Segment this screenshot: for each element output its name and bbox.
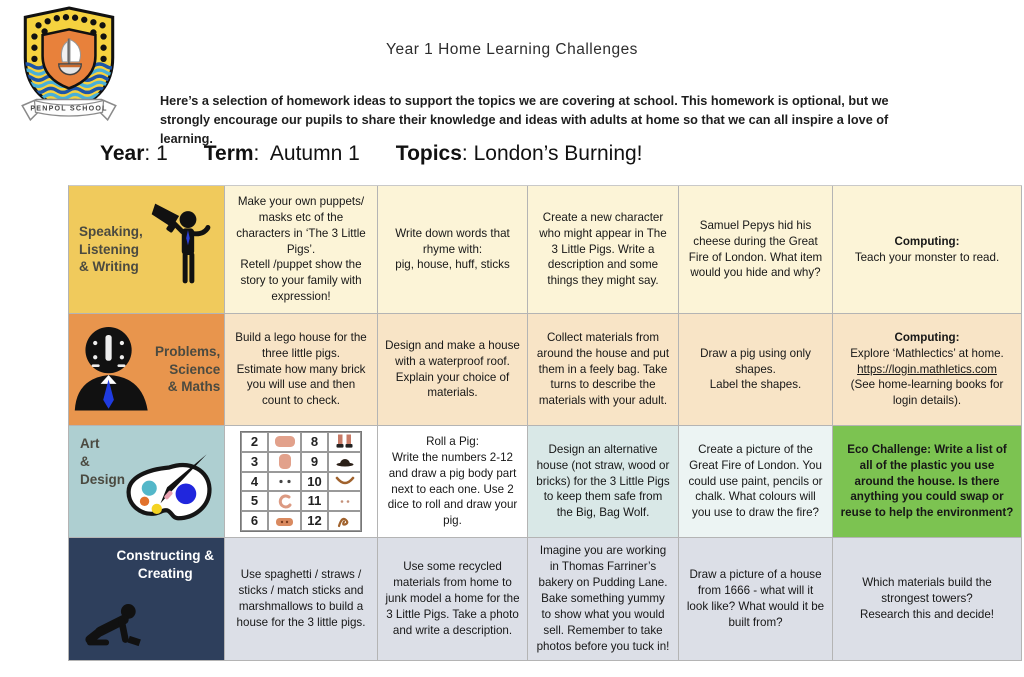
art-palette-icon: [122, 452, 216, 535]
subject-line: Problems,: [155, 343, 221, 359]
activity-cell: [528, 314, 679, 426]
pig-grid-number: 6: [241, 511, 268, 531]
activity-cell: [833, 314, 1022, 426]
pig-nostrils-icon: [328, 491, 361, 511]
meta-line: [100, 142, 643, 166]
roll-a-pig-grid: [240, 431, 362, 532]
pig-grid-number: 8: [301, 432, 328, 452]
activity-text: Build a lego house for the three little pigs.: [235, 330, 367, 360]
activity-text: Use some recycled materials from home to junk model a home for the 3 Little Pigs. Take a photo and write a description.: [385, 560, 520, 637]
activity-cell: [528, 186, 679, 314]
activity-cell: [225, 186, 378, 314]
activity-text: Computing:: [894, 234, 960, 248]
activity-cell: [378, 186, 528, 314]
activity-cell: [225, 314, 378, 426]
subject-line: & Maths: [167, 379, 221, 395]
pig-grid-number: 5: [241, 491, 268, 511]
calculator-person-icon: [73, 323, 153, 416]
activity-text: Retell /puppet show the story to your family with expression!: [240, 258, 362, 304]
subject-line: &: [80, 453, 90, 469]
activity-cell: [679, 538, 833, 661]
megaphone-person-icon: [149, 199, 211, 300]
subject-line: Listening: [79, 241, 139, 257]
activity-text: Design an alternative house (not straw, wood or bricks) for the 3 Little Pigs to keep them safe from the Big, Bag Wolf.: [536, 442, 670, 520]
activity-cell: [679, 186, 833, 314]
year-label: Year: [100, 142, 145, 165]
term-value: Autumn 1: [269, 142, 360, 165]
subject-line: Creating: [137, 565, 193, 581]
year-field: Year: 1: [100, 142, 168, 165]
subject-cell: [69, 314, 225, 426]
topics-value: London’s Burning!: [473, 142, 643, 165]
pig-grid-number: 10: [301, 472, 328, 492]
subject-label: [80, 435, 125, 488]
activity-cell: [225, 538, 378, 661]
pig-tail-icon: [268, 491, 301, 511]
activity-text: Use spaghetti / straws / sticks / match sticks and marshmallows to build a house for the 3 little pigs.: [236, 568, 366, 629]
school-logo: [14, 5, 124, 134]
subject-cell: [69, 538, 225, 661]
activity-text: Create a picture of the Great Fire of London. You could use paint, pencils or chalk. What colours will you use to draw the fire?: [688, 442, 823, 520]
activity-cell: [378, 426, 528, 538]
pig-hat-icon: [328, 452, 361, 472]
school-name-label: PENPOL SCHOOL: [30, 104, 108, 113]
activity-cell: [679, 426, 833, 538]
topics-label: Topics: [395, 142, 462, 165]
subject-line: Speaking,: [79, 223, 143, 239]
pig-eyes-icon: [268, 472, 301, 492]
mathletics-link[interactable]: https://login.mathletics.com: [857, 362, 997, 376]
activity-cell: [679, 314, 833, 426]
activity-text: Imagine you are working in Thomas Farriner’s bakery on Pudding Lane. Bake something yummy to show what you would sell. Remember to take photos before you tuck in!: [536, 544, 670, 653]
topics-field: Topics: London’s Burning!: [395, 142, 643, 165]
school-crest-icon: [14, 5, 124, 129]
subject-line: Science: [169, 361, 221, 377]
page-title: Year 1 Home Learning Challenges: [386, 41, 638, 58]
subject-cell: [69, 186, 225, 314]
activity-cell: [833, 426, 1022, 538]
activity-text: Create a new character who might appear in The 3 Little Pigs. Write a description and some things they might say.: [539, 210, 667, 288]
pig-snout-icon: [268, 511, 301, 531]
subject-line: Constructing &: [116, 548, 214, 563]
activity-text: Samuel Pepys hid his cheese during the Great Fire of London. What item would you hide and why?: [688, 218, 823, 280]
pig-grid-number: 2: [241, 432, 268, 452]
pig-smile-icon: [328, 472, 361, 492]
activity-text: Write down words that rhyme with:: [395, 226, 510, 256]
activity-text: Research this and decide!: [859, 607, 995, 621]
intro-text: Here’s a selection of homework ideas to support the topics we are covering at school. This homework is optional, but we strongly encourage our pupils to share their knowledge and ideas with adults at home so that we can all inspire a love of learning.: [160, 94, 889, 147]
pig-legs-icon: [328, 432, 361, 452]
activity-cell: [528, 538, 679, 661]
activity-text: (See home-learning books for login details).: [850, 378, 1004, 408]
pig-grid-number: 4: [241, 472, 268, 492]
activity-text: Eco Challenge: Write a list of all of the plastic you use around the house. Is there anything you could swap or reuse to help the environment?: [840, 442, 1014, 520]
pig-body-tall-icon: [268, 452, 301, 472]
year-value: 1: [156, 142, 168, 165]
pig-grid-number: 9: [301, 452, 328, 472]
subject-label: [117, 547, 215, 583]
term-label: Term: [203, 142, 254, 165]
pig-grid-number: 3: [241, 452, 268, 472]
subject-line: & Writing: [79, 259, 139, 275]
activity-text: Roll a Pig:: [426, 434, 479, 448]
activity-text: Estimate how many brick you will use and then count to check.: [236, 362, 366, 408]
activity-cell: [833, 538, 1022, 661]
subject-line: Art: [80, 436, 100, 451]
activity-text: Teach your monster to read.: [854, 250, 1000, 264]
activity-text: Explore ‘Mathlectics’ at home.: [850, 346, 1004, 360]
activity-text: Write the numbers 2-12 and draw a pig body part next to each one. Use 2 dice to roll and draw your pig.: [387, 450, 518, 528]
activity-text: Collect materials from around the house and put them in a feely bag. Take turns to describe the materials with your adult.: [536, 330, 670, 408]
activity-cell: [528, 426, 679, 538]
activity-cell: [225, 426, 378, 538]
activity-text: Draw a pig using only shapes.: [700, 346, 811, 376]
activity-cell: [378, 314, 528, 426]
subject-line: Design: [80, 471, 126, 487]
pig-body-wide-icon: [268, 432, 301, 452]
activity-text: Design and make a house with a waterproof roof. Explain your choice of materials.: [385, 338, 520, 400]
activity-text: Draw a picture of a house from 1666 - what will it look like? What would it be built from?: [686, 568, 825, 629]
activity-text: pig, house, huff, sticks: [395, 258, 510, 272]
activity-cell: [833, 186, 1022, 314]
subject-label: [155, 343, 220, 396]
activity-text: Computing:: [894, 330, 960, 344]
subject-label: [79, 223, 143, 276]
pig-grid-number: 12: [301, 511, 328, 531]
subject-cell: [69, 426, 225, 538]
pig-curl-icon: [328, 511, 361, 531]
activity-cell: [378, 538, 528, 661]
activity-text: Which materials build the strongest towers?: [862, 576, 992, 605]
activity-text: Make your own puppets/ masks etc of the characters in ‘The 3 Little Pigs’.: [236, 194, 366, 256]
crawling-builder-icon: [81, 600, 149, 653]
challenges-table: [68, 185, 1022, 661]
term-field: Term: Autumn 1: [203, 142, 360, 165]
activity-text: Label the shapes.: [709, 378, 802, 392]
pig-grid-number: 11: [301, 491, 328, 511]
